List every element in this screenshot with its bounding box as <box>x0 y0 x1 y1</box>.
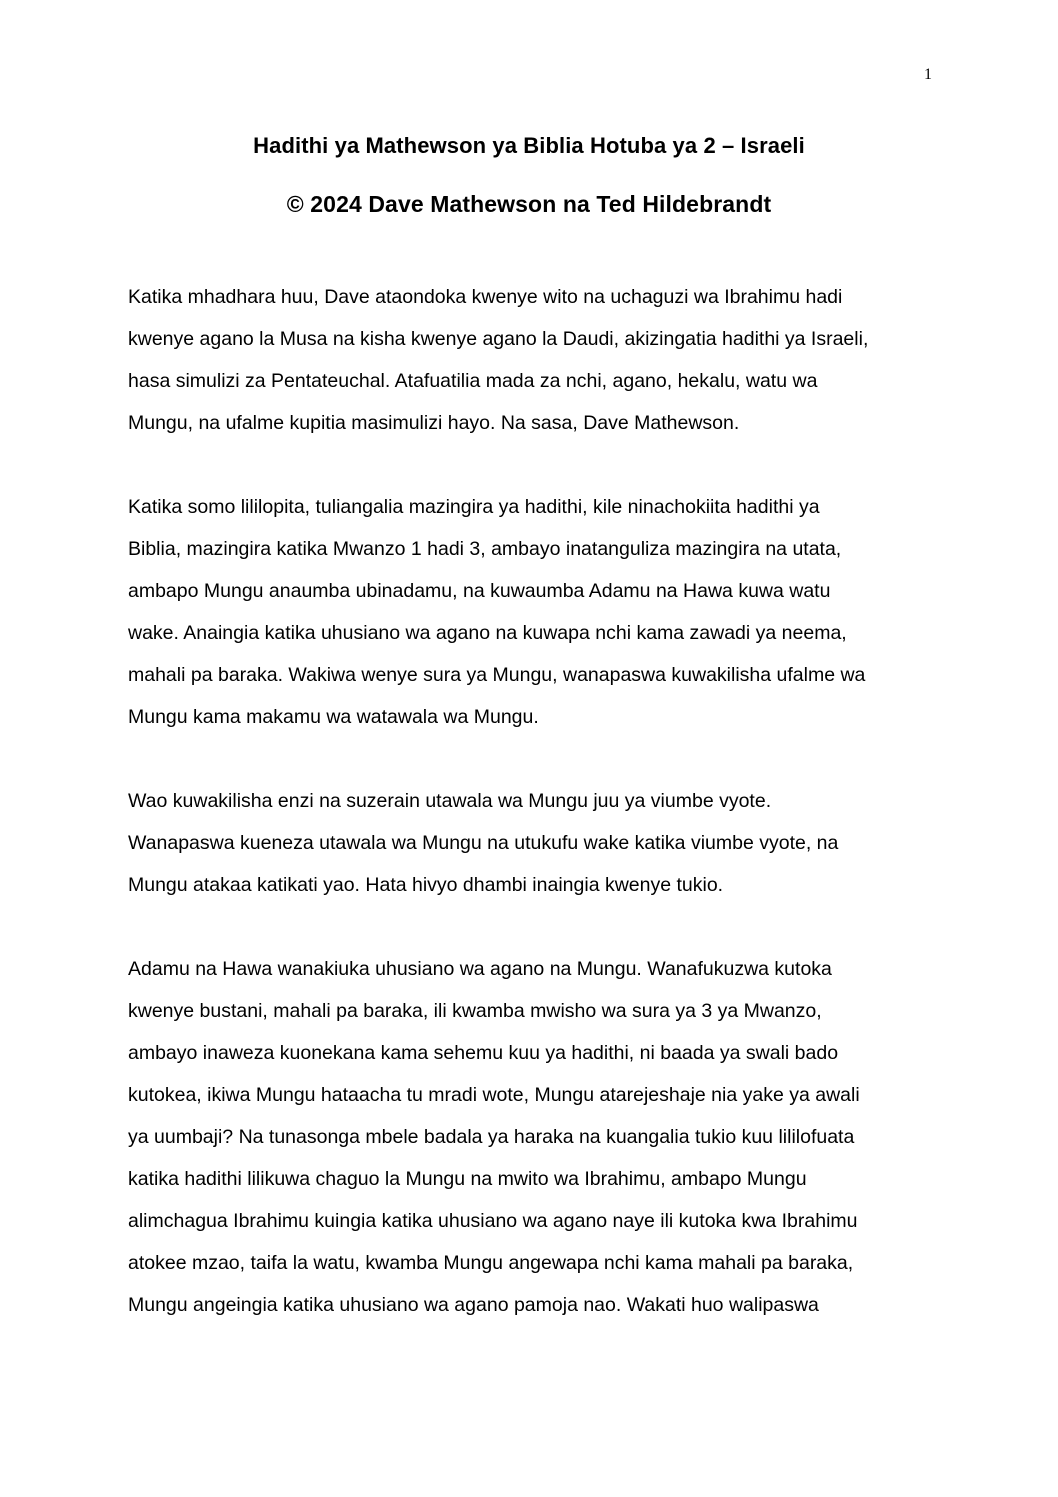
paragraph-gap <box>128 913 933 955</box>
text-line: kwenye bustani, mahali pa baraka, ili kwamba mwisho wa sura ya 3 ya Mwanzo, <box>128 1000 822 1022</box>
paragraph-gap <box>128 451 933 493</box>
text-line: ya uumbaji? Na tunasonga mbele badala ya haraka na kuangalia tukio kuu lililofuata <box>128 1126 855 1148</box>
page-number: 1 <box>924 66 932 83</box>
copyright-line: © 2024 Dave Mathewson na Ted Hildebrandt <box>286 191 772 217</box>
text-line: alimchagua Ibrahimu kuingia katika uhusiano wa agano naye ili kutoka kwa Ibrahimu <box>128 1210 858 1232</box>
text-line: hasa simulizi za Pentateuchal. Atafuatilia mada za nchi, agano, hekalu, watu wa <box>128 370 818 392</box>
text-line: Wanapaswa kueneza utawala wa Mungu na utukufu wake katika viumbe vyote, na <box>128 832 839 854</box>
text-line: Katika somo lililopita, tuliangalia mazingira ya hadithi, kile ninachokiita hadithi ya <box>128 496 820 518</box>
text-line: kutokea, ikiwa Mungu hataacha tu mradi wote, Mungu atarejeshaje nia yake ya awali <box>128 1084 860 1106</box>
text-line: Mungu, na ufalme kupitia masimulizi hayo. Na sasa, Dave Mathewson. <box>128 412 740 434</box>
text-line: ambapo Mungu anaumba ubinadamu, na kuwaumba Adamu na Hawa kuwa watu <box>128 580 831 602</box>
text-line: Mungu atakaa katikati yao. Hata hivyo dhambi inaingia kwenye tukio. <box>128 874 724 896</box>
text-line: Mungu angeingia katika uhusiano wa agano pamoja nao. Wakati huo walipaswa <box>128 1294 819 1316</box>
document-body <box>128 283 933 1333</box>
text-line: atokee mzao, taifa la watu, kwamba Mungu angewapa nchi kama mahali pa baraka, <box>128 1252 854 1274</box>
paragraph <box>128 955 933 1333</box>
text-line: Katika mhadhara huu, Dave ataondoka kwenye wito na uchaguzi wa Ibrahimu hadi <box>128 286 843 308</box>
text-line: kwenye agano la Musa na kisha kwenye agano la Daudi, akizingatia hadithi ya Israeli, <box>128 328 869 350</box>
text-line: Mungu kama makamu wa watawala wa Mungu. <box>128 706 539 728</box>
paragraph-gap <box>128 745 933 787</box>
text-line: katika hadithi lilikuwa chaguo la Mungu na mwito wa Ibrahimu, ambapo Mungu <box>128 1168 807 1190</box>
paragraph-abstract <box>128 283 933 451</box>
paragraph <box>128 493 933 745</box>
text-line: Biblia, mazingira katika Mwanzo 1 hadi 3, ambayo inatanguliza mazingira na utata, <box>128 538 842 560</box>
text-line: ambayo inaweza kuonekana kama sehemu kuu ya hadithi, ni baada ya swali bado <box>128 1042 839 1064</box>
document-title: Hadithi ya Mathewson ya Biblia Hotuba ya 2 – Israeli <box>253 133 805 158</box>
text-line: Adamu na Hawa wanakiuka uhusiano wa agano na Mungu. Wanafukuzwa kutoka <box>128 958 832 980</box>
text-line: wake. Anaingia katika uhusiano wa agano na kuwapa nchi kama zawadi ya neema, <box>128 622 847 644</box>
paragraph <box>128 787 933 913</box>
text-line: mahali pa baraka. Wakiwa wenye sura ya Mungu, wanapaswa kuwakilisha ufalme wa <box>128 664 866 686</box>
text-line: Wao kuwakilisha enzi na suzerain utawala wa Mungu juu ya viumbe vyote. <box>128 790 772 812</box>
